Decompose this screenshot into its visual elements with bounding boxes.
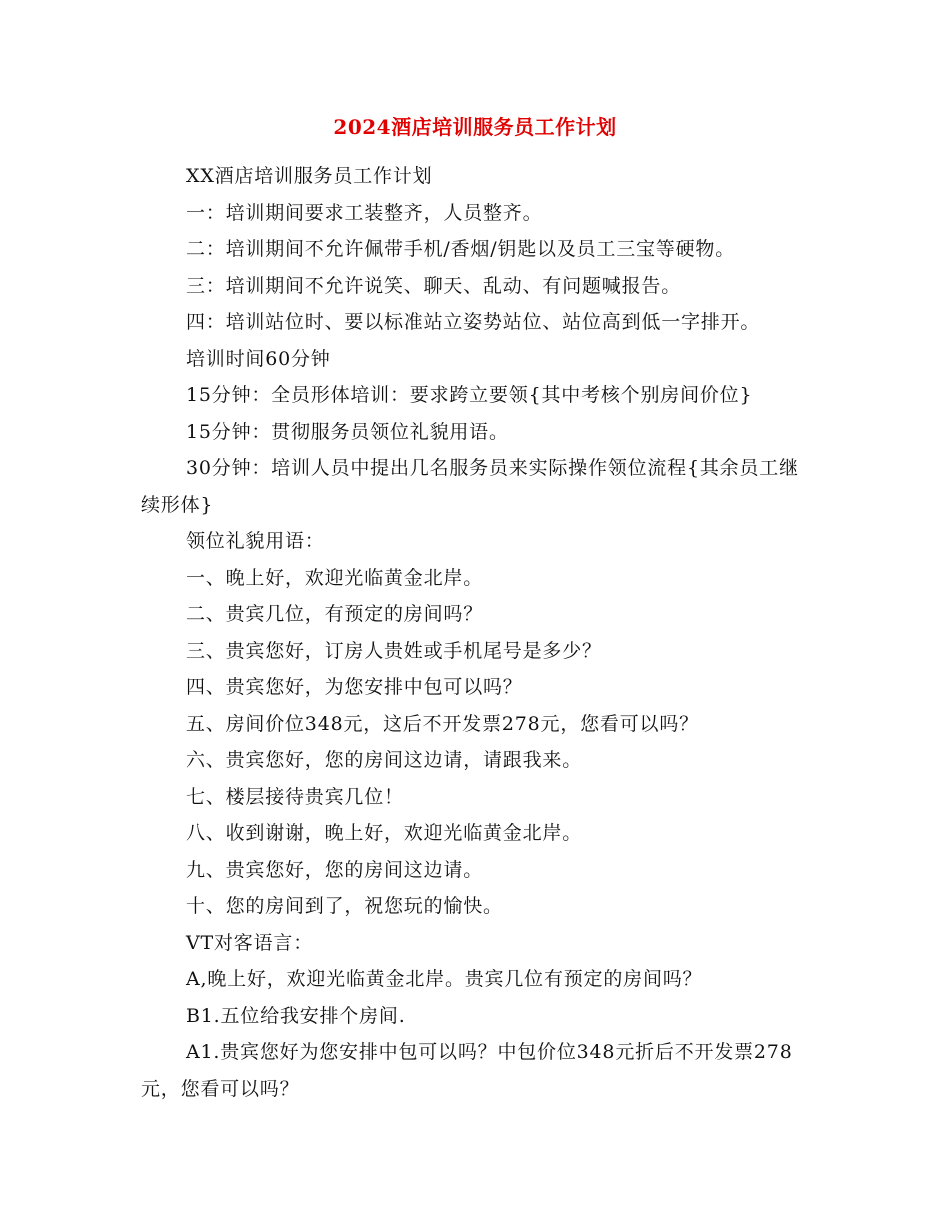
paragraph: 三、贵宾您好，订房人贵姓或手机尾号是多少？: [186, 639, 602, 662]
paragraph: 八、收到谢谢，晚上好，欢迎光临黄金北岸。: [186, 822, 583, 844]
paragraph: 培训时间60分钟: [186, 347, 331, 370]
paragraph: 三：培训期间不允许说笑、聊天、乱动、有问题喊报告。: [186, 274, 682, 297]
paragraph: 二：培训期间不允许佩带手机/香烟/钥匙以及员工三宝等硬物。: [186, 238, 736, 260]
paragraph: 五、房间价位348元，这后不开发票278元，您看可以吗？: [186, 712, 699, 735]
paragraph: 30分钟：培训人员中提出几名服务员来实际操作领位流程{其余员工继续形体}: [141, 457, 799, 516]
paragraph: 二、贵宾几位，有预定的房间吗？: [186, 603, 484, 625]
paragraph: B1.五位给我安排个房间.: [186, 1004, 406, 1027]
paragraph: 四：培训站位时、要以标准站立姿势站位、站位高到低一字排开。: [186, 311, 761, 333]
paragraph: 一：培训期间要求工装整齐，人员整齐。: [186, 201, 543, 224]
paragraph: 十、您的房间到了，祝您玩的愉快。: [186, 895, 503, 917]
paragraph: 领位礼貌用语：: [186, 530, 325, 552]
paragraph: A1.贵宾您好为您安排中包可以吗？中包价位348元折后不开发票278元，您看可以吗？: [141, 1041, 793, 1100]
paragraph: XX酒店培训服务员工作计划: [186, 165, 433, 187]
paragraph: 七、楼层接待贵宾几位！: [186, 785, 404, 808]
paragraph: A,晚上好，欢迎光临黄金北岸。贵宾几位有预定的房间吗？: [186, 968, 703, 990]
paragraph: 九、贵宾您好，您的房间这边请。: [186, 858, 484, 881]
paragraph: 四、贵宾您好，为您安排中包可以吗？: [186, 676, 523, 698]
paragraph: 15分钟：贯彻服务员领位礼貌用语。: [186, 420, 509, 443]
paragraph: 一、晚上好，欢迎光临黄金北岸。: [186, 566, 484, 589]
document-body: [141, 158, 813, 1107]
document-title: 2024酒店培训服务员工作计划: [333, 115, 617, 139]
paragraph: VT对客语言：: [186, 931, 313, 954]
paragraph: 15分钟：全员形体培训：要求跨立要领{其中考核个别房间价位}: [186, 384, 753, 406]
paragraph: 六、贵宾您好，您的房间这边请，请跟我来。: [186, 749, 583, 771]
